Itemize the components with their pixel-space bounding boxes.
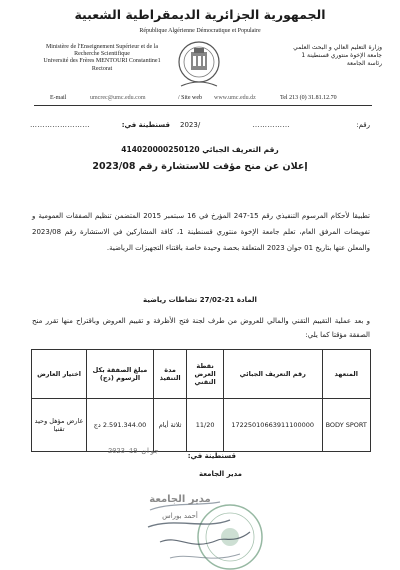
table-header-cell: رقم التعريف الجبائي <box>223 350 322 399</box>
ministry-line-ar: رئاسة الجامعة <box>346 60 382 67</box>
republic-title-ar: الجمهورية الجزائرية الديمقراطية الشعبية <box>74 7 326 22</box>
signature-place-label: قسنطينة في: <box>187 452 236 460</box>
table-row <box>32 399 371 452</box>
signatory-title: مدير الجامعة <box>198 470 242 478</box>
email-link[interactable]: umcrec@umc.edu.com <box>90 95 146 101</box>
tax-id-value: 414020000250120 <box>121 145 200 154</box>
phone-number: Tel 213 (0) 31.81.12.70 <box>280 95 337 101</box>
ministry-line-ar: وزارة التعليم العالي و البحث العلمي <box>293 44 382 51</box>
republic-title-fr: République Algérienne Démocratique et Populaire <box>139 28 261 34</box>
reference-year: 2023/ <box>180 121 201 129</box>
table-header-cell: المتعهد <box>322 350 371 399</box>
tax-id-label: رقم التعريف الجبائي <box>202 145 279 154</box>
table-cell: 17225010663911100000 <box>223 399 322 452</box>
email-label: E-mail <box>50 95 67 101</box>
table-cell: 2.591.344.00 دج <box>87 399 154 452</box>
stamp-title: مدير الجامعة <box>149 494 211 505</box>
table-header-cell: اختيار العارض <box>32 350 87 399</box>
article-heading: المادة 21-27/02 نشاطات رياضية <box>143 296 257 304</box>
table-cell: ثلاثة أيام <box>153 399 186 452</box>
ministry-block-ar <box>262 44 382 68</box>
award-table <box>31 349 371 452</box>
reference-date-label: قسنطينة في: <box>121 121 170 129</box>
tax-id-line <box>0 145 400 154</box>
table-cell: عارض مؤهل وحيد تقنيا <box>32 399 87 452</box>
ministry-line-ar: جامعة الإخوة منتوري قسنطينة 1 <box>301 52 382 59</box>
reference-number-dots: …………… <box>252 121 290 129</box>
website-label: / Site web <box>178 95 202 101</box>
table-header-cell: مبلغ الصفقة بكل الرسوم (دج) <box>87 350 154 399</box>
table-header-row <box>32 350 371 399</box>
ministry-line: Rectorat <box>91 65 113 72</box>
table-header-cell: نقطة العرض التقني <box>187 350 224 399</box>
date-stamp: 2023 جوان 19 <box>108 448 159 456</box>
notice-paragraph: تطبيقا لأحكام المرسوم التنفيذي رقم 15-247 المؤرخ في 16 سبتمبر 2015 المتضمن تنظيم الصفقات العمومية و تفويضات المرفق العام، تعلم جامعة الإخوة منتوري قسنطينة 1، كافة المشاركين في الاستشارة رقم 2023/08 والمعلن عنها بتاريخ 01 جوان 2023 المتعلقة بحصة وحيدة خاصة باقتناء التجهيزات الرياضية. <box>32 212 371 252</box>
ministry-line: Ministère de l'Enseignement Supérieur et de la <box>45 44 159 50</box>
table-header-cell: مدة التنفيذ <box>153 350 186 399</box>
reference-number-label: رقم: <box>356 121 370 129</box>
ministry-line: Université des Frères MENTOURI Constantine1 <box>43 58 161 65</box>
stamp-name: أحمد بوراس <box>162 512 198 520</box>
notice-title: إعلان عن منح مؤقت للاستشارة رقم 2023/08 <box>92 161 308 172</box>
ministry-line: Recherche Scientifique <box>74 51 130 58</box>
ministry-block-fr <box>36 44 168 73</box>
reference-date-dots: …………………… <box>30 121 90 129</box>
university-logo-icon <box>171 36 227 92</box>
table-cell: BODY SPORT <box>322 399 371 452</box>
website-link[interactable]: www.umc.edu.dz <box>214 95 256 101</box>
evaluation-paragraph: و بعد عملية التقييم التقني والمالي للعروض من طرف لجنة فتح الأظرفة و تقييم العروض وباقتراح منها تقرر منح الصفقة مؤقتا كما يلي: <box>32 317 370 339</box>
header-divider <box>34 105 372 106</box>
table-cell: 11/20 <box>187 399 224 452</box>
